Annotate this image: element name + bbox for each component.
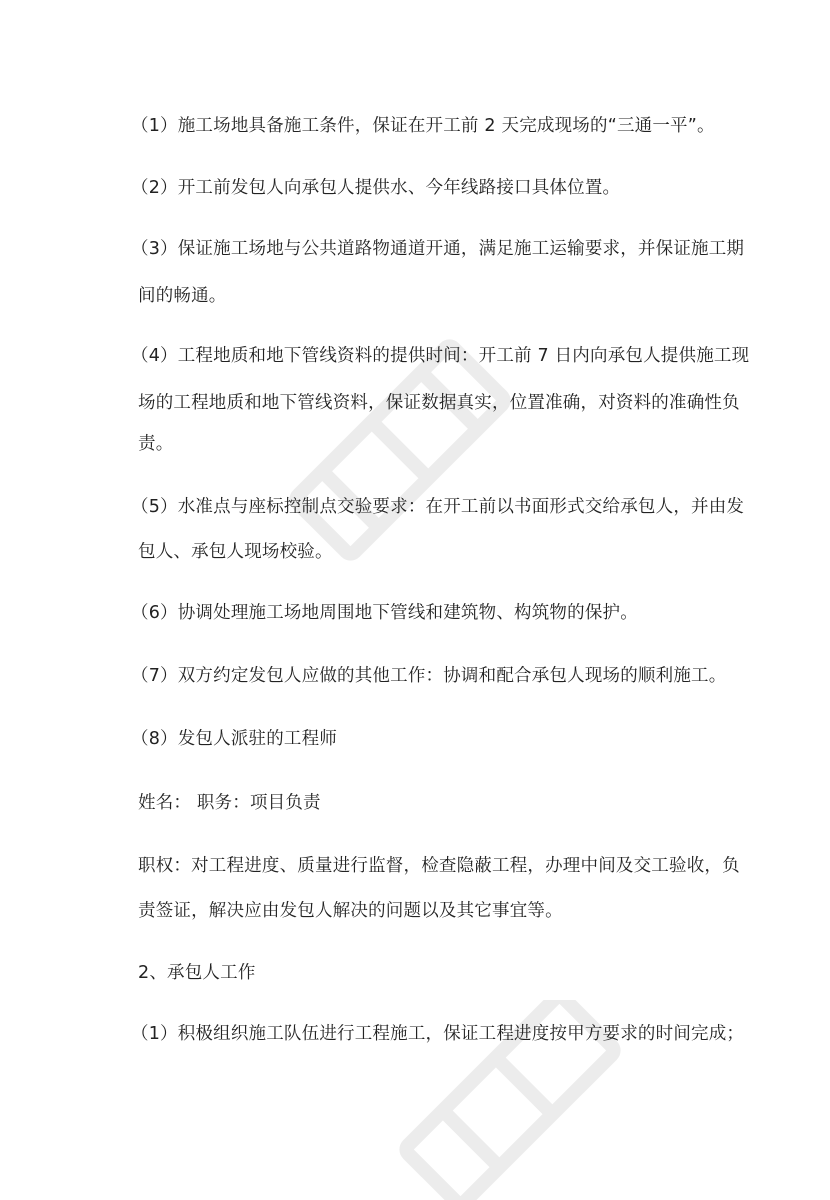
- paragraph-10-line-2: 责签证，解决应由发包人解决的问题以及其它事宜等。: [138, 901, 563, 921]
- paragraph-5-line-2: 包人、承包人现场校验。: [138, 542, 333, 562]
- paragraph-3-line-2: 间的畅通。: [138, 286, 227, 306]
- paragraph-8-line-1: （8）发包人派驻的工程师: [131, 729, 338, 749]
- paragraph-6-line-1: （6）协调处理施工场地周围地下管线和建筑物、构筑物的保护。: [131, 603, 638, 623]
- paragraph-1-line-1: （1）施工场地具备施工条件，保证在开工前 2 天完成现场的“三通一平”。: [131, 116, 715, 136]
- paragraph-10-line-1: 职权：对工程进度、质量进行监督，检查隐蔽工程，办理中间及交工验收，负: [138, 856, 740, 876]
- paragraph-4-line-2: 场的工程地质和地下管线资料，保证数据真实，位置准确，对资料的准确性负: [138, 393, 740, 413]
- paragraph-5-line-1: （5）水准点与座标控制点交验要求：在开工前以书面形式交给承包人，并由发: [131, 497, 745, 517]
- paragraph-2-line-1: （2）开工前发包人向承包人提供水、今年线路接口具体位置。: [131, 178, 621, 198]
- paragraph-4-line-3: 责。: [138, 434, 174, 454]
- paragraph-3-line-1: （3）保证施工场地与公共道路物通道开通，满足施工运输要求，并保证施工期: [131, 239, 745, 259]
- paragraph-12-line-1: （1）积极组织施工队伍进行工程施工，保证工程进度按甲方要求的时间完成；: [131, 1024, 745, 1044]
- paragraph-7-line-1: （7）双方约定发包人应做的其他工作：协调和配合承包人现场的顺利施工。: [131, 666, 727, 686]
- paragraph-4-line-1: （4）工程地质和地下管线资料的提供时间：开工前 7 日内向承包人提供施工现: [131, 346, 750, 366]
- paragraph-9-line-1: 姓名： 职务：项目负责: [138, 793, 321, 813]
- section-heading-contractor-work: 2、承包人工作: [138, 963, 256, 983]
